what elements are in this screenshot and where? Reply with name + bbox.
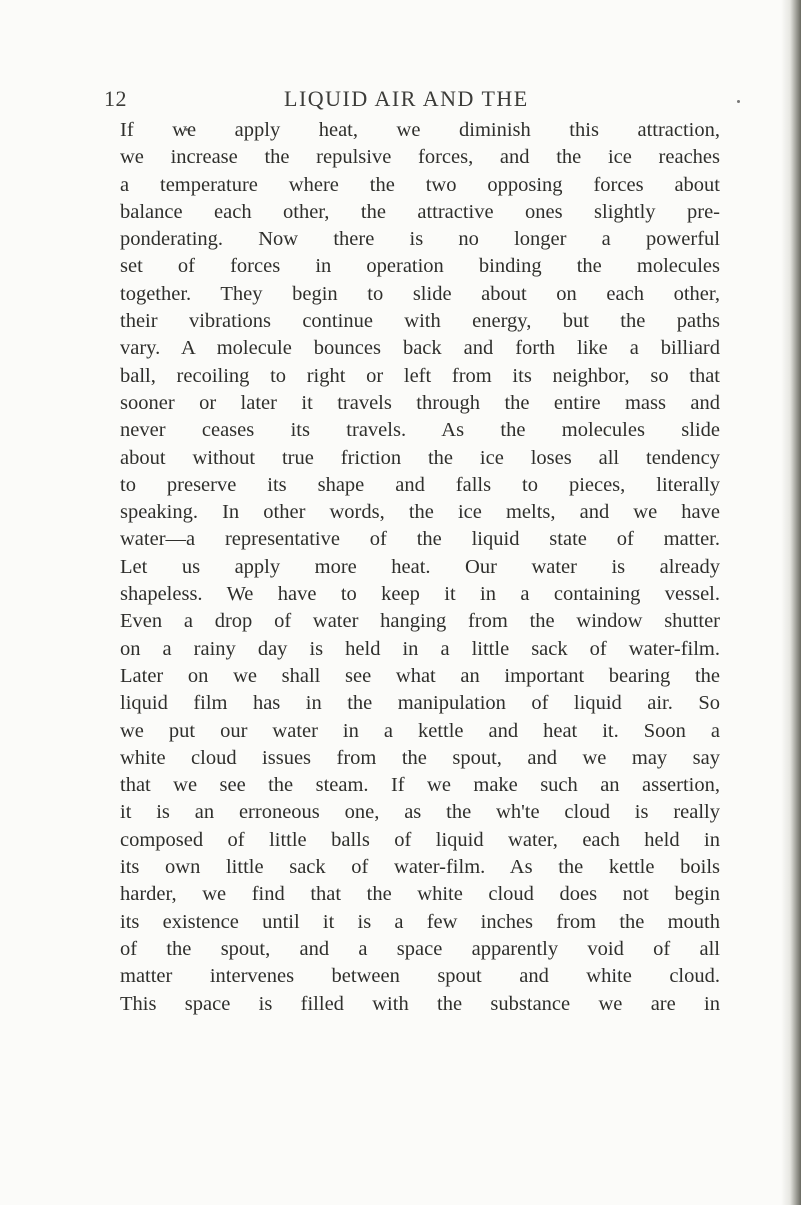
text-line: its existence until it is a few inches from the mouth [120, 910, 720, 933]
text-line: of the spout, and a space apparently void of all [120, 937, 720, 960]
text-line: This space is filled with the substance we are in [120, 992, 720, 1015]
text-line: white cloud issues from the spout, and we may say [120, 746, 720, 769]
text-line: never ceases its travels. As the molecules slide [120, 419, 720, 442]
text-line: ball, recoiling to right or left from its neighbor, so that [120, 364, 720, 387]
text-line: on a rainy day is held in a little sack of water-film. [120, 637, 720, 660]
text-line: ponderating. Now there is no longer a powerful [120, 228, 720, 251]
text-line: its own little sack of water-film. As the kettle boils [120, 856, 720, 879]
running-head [104, 86, 640, 116]
text-line: together. They begin to slide about on each other, [120, 282, 720, 305]
running-title: LIQUID AIR AND THE [284, 86, 529, 111]
text-line: sooner or later it travels through the entire mass and [120, 391, 720, 414]
page-number: 12 [104, 86, 127, 111]
text-line: Later on we shall see what an important bearing the [120, 664, 720, 687]
text-line: it is an erroneous one, as the wh'te cloud is really [120, 801, 720, 824]
text-line: water—a representative of the liquid state of matter. [120, 528, 720, 551]
text-line: we put our water in a kettle and heat it. Soon a [120, 719, 720, 742]
text-line: set of forces in operation binding the molecules [120, 255, 720, 278]
text-line: liquid film has in the manipulation of liquid air. So [120, 692, 720, 715]
text-line: vary. A molecule bounces back and forth like a billiard [120, 337, 720, 360]
text-line: matter intervenes between spout and white cloud. [120, 965, 720, 988]
text-line: that we see the steam. If we make such an assertion, [120, 774, 720, 797]
text-line: we increase the repulsive forces, and the ice reaches [120, 146, 720, 169]
body-paragraph [120, 117, 720, 1018]
print-speck [737, 100, 740, 103]
text-line: about without true friction the ice loses all tendency [120, 446, 720, 469]
text-line: balance each other, the attractive ones slightly pre- [120, 200, 720, 223]
text-line: Even a drop of water hanging from the window shutter [120, 610, 720, 633]
text-line: harder, we find that the white cloud does not begin [120, 883, 720, 906]
text-line: composed of little balls of liquid water, each held in [120, 828, 720, 851]
text-line: speaking. In other words, the ice melts, and we have [120, 501, 720, 524]
page-edge-shadow [781, 0, 801, 1205]
text-line: shapeless. We have to keep it in a containing vessel. [120, 583, 720, 606]
text-line: Let us apply more heat. Our water is already [120, 555, 720, 578]
text-line: their vibrations continue with energy, but the paths [120, 310, 720, 333]
text-line: If we apply heat, we diminish this attraction, [120, 119, 720, 141]
text-line: to preserve its shape and falls to pieces, literally [120, 473, 720, 496]
text-line: a temperature where the two opposing forces about [120, 173, 720, 196]
